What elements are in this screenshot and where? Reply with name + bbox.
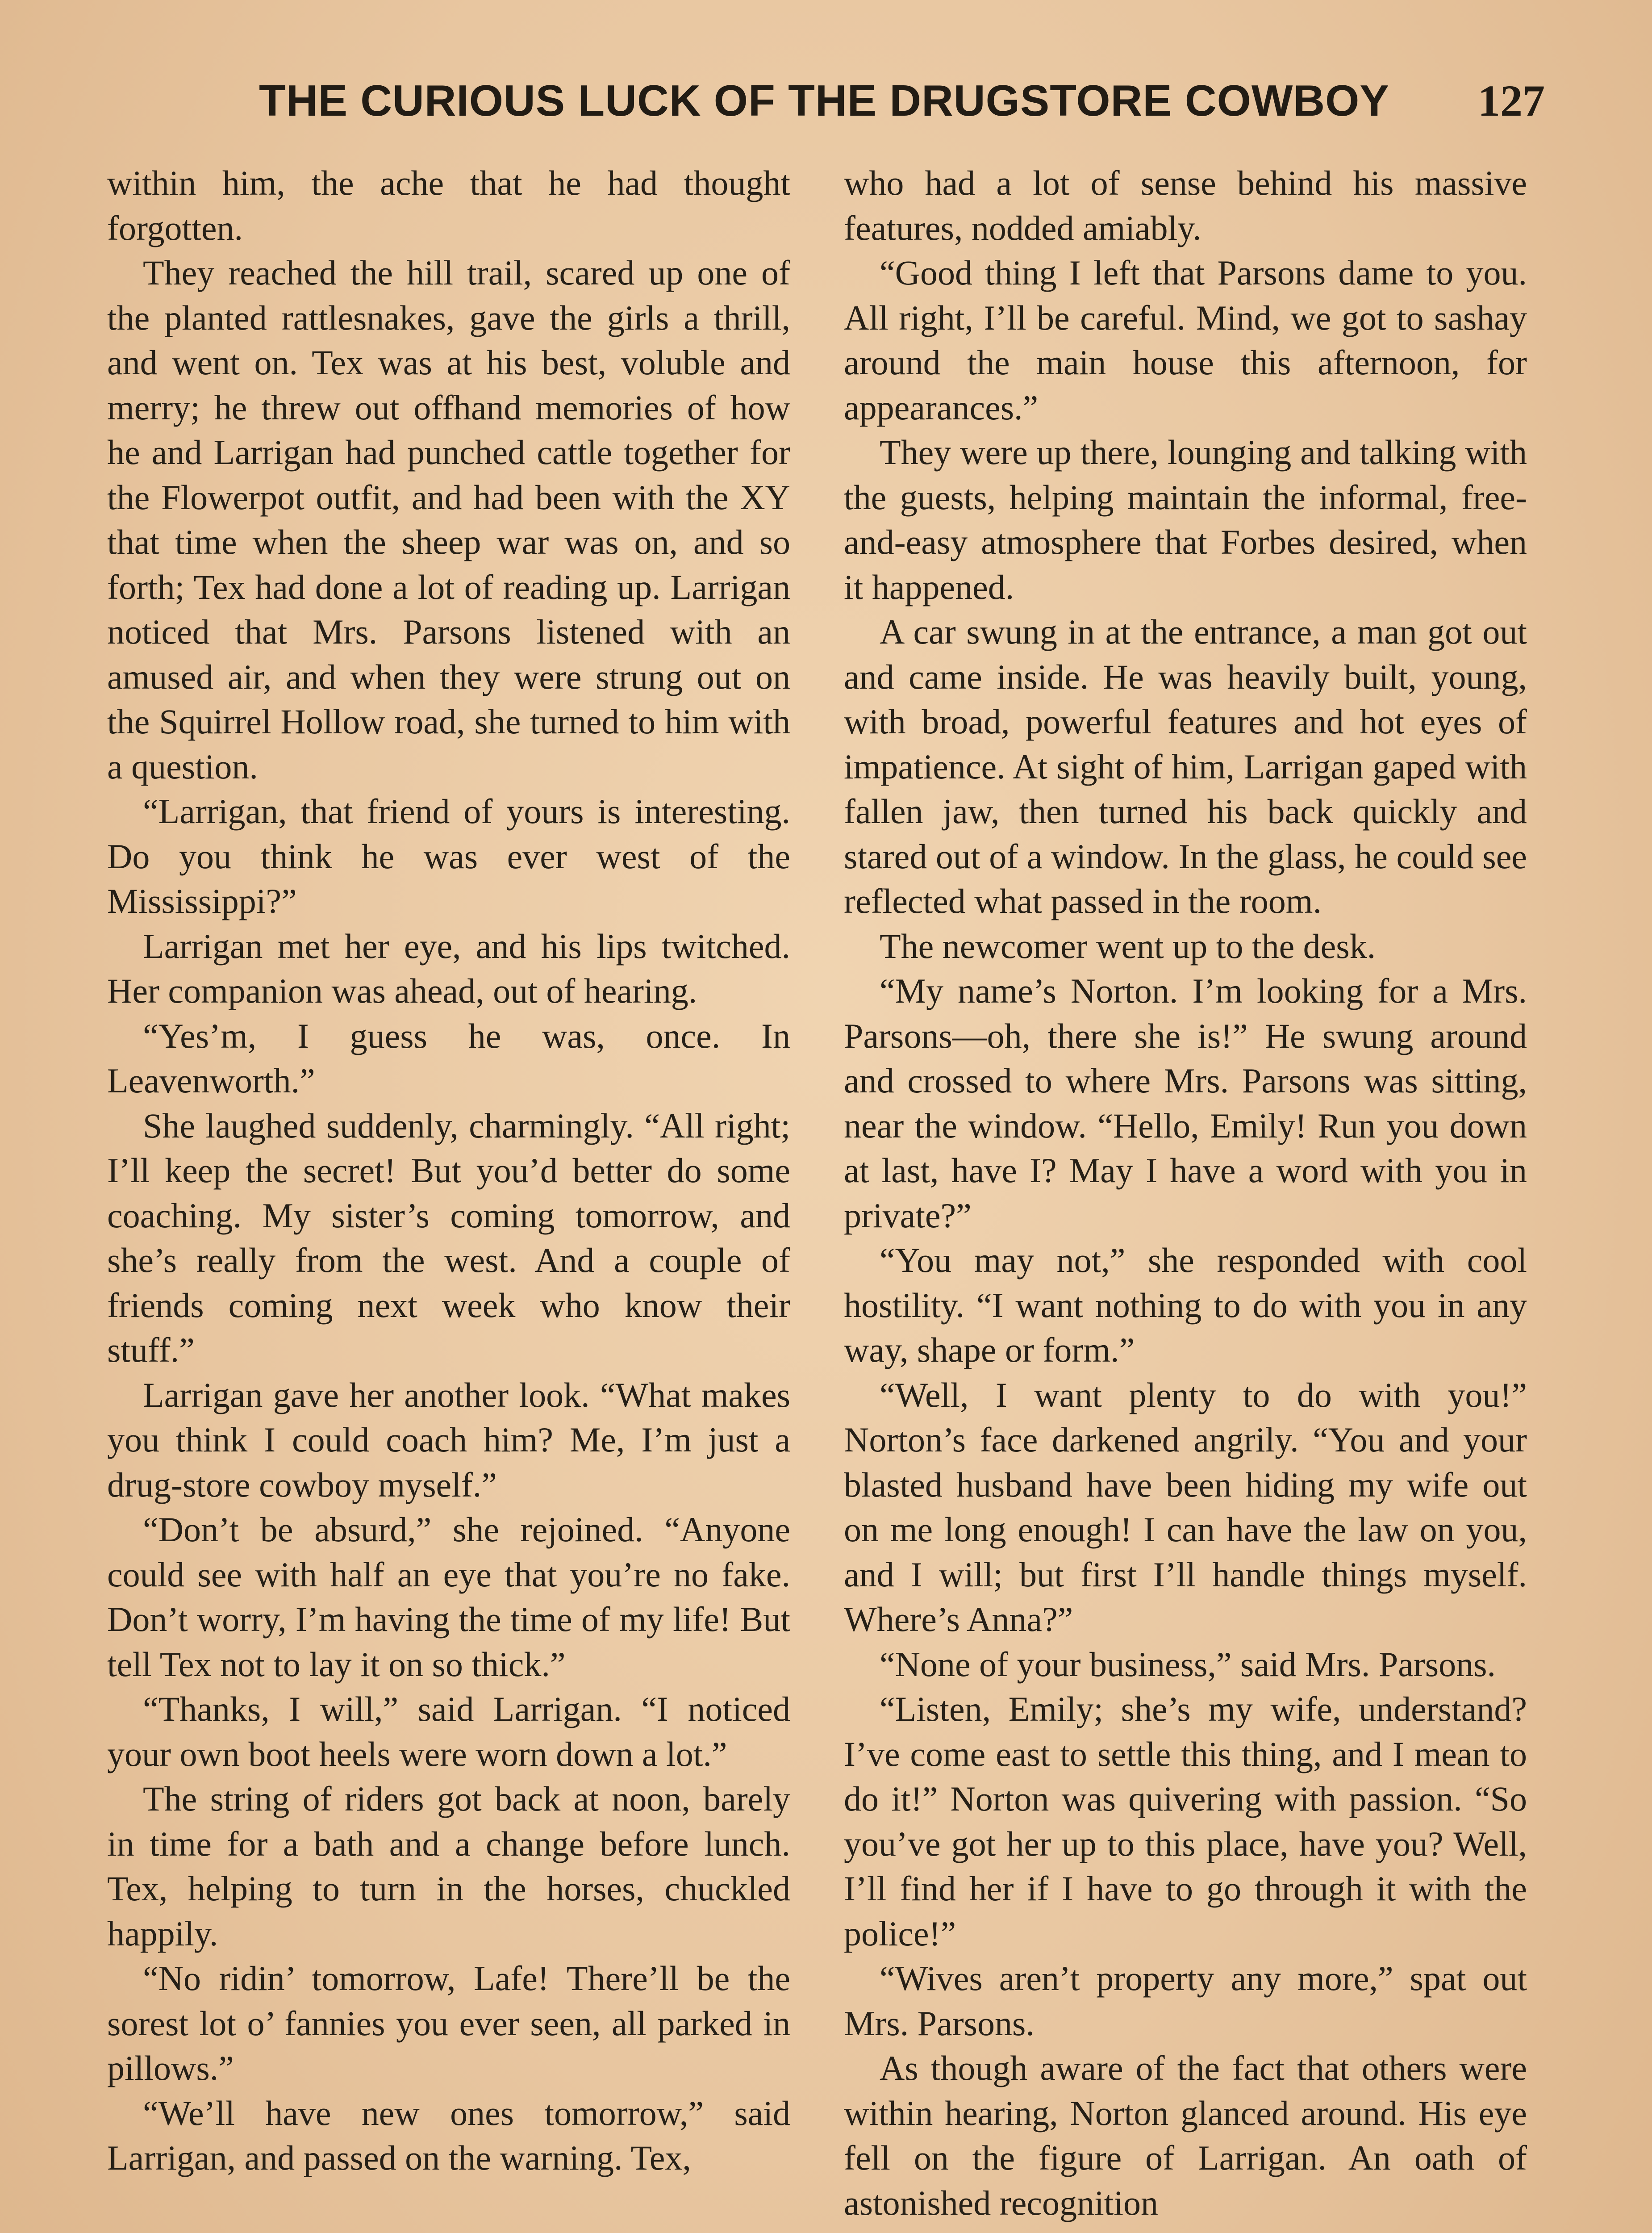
- paragraph: “We’ll have new ones tomorrow,” said Larrigan, and passed on the warning. Tex,: [107, 2093, 790, 2177]
- paragraph: “You may not,” she responded with cool hostility. “I want nothing to do with you in any way, shape or form.”: [844, 1241, 1527, 1369]
- running-header: [259, 71, 1545, 130]
- paragraph: “Thanks, I will,” said Larrigan. “I noticed your own boot heels were worn down a lot.”: [107, 1689, 790, 1773]
- running-title: THE CURIOUS LUCK OF THE DRUGSTORE COWBOY: [259, 75, 1389, 125]
- paragraph: They were up there, lounging and talking with the guests, helping maintain the informal, free-and-easy atmosphere that Forbes desired, when it happened.: [844, 433, 1527, 606]
- paragraph: “Larrigan, that friend of yours is interesting. Do you think he was ever west of the Mississippi?”: [107, 792, 790, 920]
- paragraph: “Well, I want plenty to do with you!” Norton’s face darkened angrily. “You and your blasted husband have been hiding my wife out on me long enough! I can have the law on you, and I will; but first I’ll handle things myself. Where’s Anna?”: [844, 1375, 1527, 1639]
- paragraph: They reached the hill trail, scared up one of the planted rattlesnakes, gave the girls a thrill, and went on. Tex was at his best, voluble and merry; he threw out offhand memories of how he and Larrigan had punched cattle together for the Flowerpot outfit, and had been with the XY that time when the sheep war was on, and so forth; Tex had done a lot of reading up. Larrigan noticed that Mrs. Parsons listened with an amused air, and when they were strung out on the Squirrel Hollow road, she turned to him with a question.: [107, 253, 790, 786]
- paragraph: “Listen, Emily; she’s my wife, understand? I’ve come east to settle this thing, and I mean to do it!” Norton was quivering with passion. “So you’ve got her up to this place, have you? Well, I’ll find her if I have to go through it with the police!”: [844, 1689, 1527, 1953]
- paragraph: “Don’t be absurd,” she rejoined. “Anyone could see with half an eye that you’re no fake. Don’t worry, I’m having the time of my life! But tell Tex not to lay it on so thick.”: [107, 1510, 790, 1684]
- paragraph: “Good thing I left that Parsons dame to you. All right, I’ll be careful. Mind, we got to sashay around the main house this afternoon, for appearances.”: [844, 253, 1527, 427]
- paragraph: As though aware of the fact that others were within hearing, Norton glanced around. His eye fell on the figure of Larrigan. An oath of astonished recognition: [844, 2049, 1527, 2222]
- paragraph: The newcomer went up to the desk.: [880, 926, 1376, 966]
- paragraph: A car swung in at the entrance, a man got out and came inside. He was heavily built, young, with broad, powerful features and hot eyes of impatience. At sight of him, Larrigan gaped with fallen jaw, then turned his back quickly and stared out of a window. In the glass, he could see reflected what passed in the room.: [844, 612, 1527, 920]
- left-text-column: [107, 161, 790, 2181]
- paragraph: who had a lot of sense behind his massive features, nodded amiably.: [844, 163, 1527, 247]
- paragraph: within him, the ache that he had thought forgotten.: [107, 163, 790, 247]
- paragraph: “No ridin’ tomorrow, Lafe! There’ll be the sorest lot o’ fannies you ever seen, all parked in pillows.”: [107, 1959, 790, 2087]
- paragraph: “My name’s Norton. I’m looking for a Mrs. Parsons—oh, there she is!” He swung around and crossed to where Mrs. Parsons was sitting, near the window. “Hello, Emily! Run you down at last, have I? May I have a word with you in private?”: [844, 971, 1527, 1235]
- paragraph: “Wives aren’t property any more,” spat out Mrs. Parsons.: [844, 1959, 1527, 2043]
- paragraph: Larrigan met her eye, and his lips twitched. Her companion was ahead, out of hearing.: [107, 926, 790, 1010]
- paragraph: “None of your business,” said Mrs. Parsons.: [880, 1644, 1496, 1684]
- paragraph: She laughed suddenly, charmingly. “All right; I’ll keep the secret! But you’d better do some coaching. My sister’s coming tomorrow, and she’s really from the west. And a couple of friends coming next week who know their stuff.”: [107, 1106, 790, 1369]
- page-number: 127: [1478, 75, 1545, 125]
- paragraph: The string of riders got back at noon, barely in time for a bath and a change before lunch. Tex, helping to turn in the horses, chuckled happily.: [107, 1779, 790, 1953]
- right-text-column: [844, 161, 1527, 2225]
- paragraph: Larrigan gave her another look. “What makes you think I could coach him? Me, I’m just a drug-store cowboy myself.”: [107, 1375, 790, 1504]
- paragraph: “Yes’m, I guess he was, once. In Leavenworth.”: [107, 1016, 790, 1100]
